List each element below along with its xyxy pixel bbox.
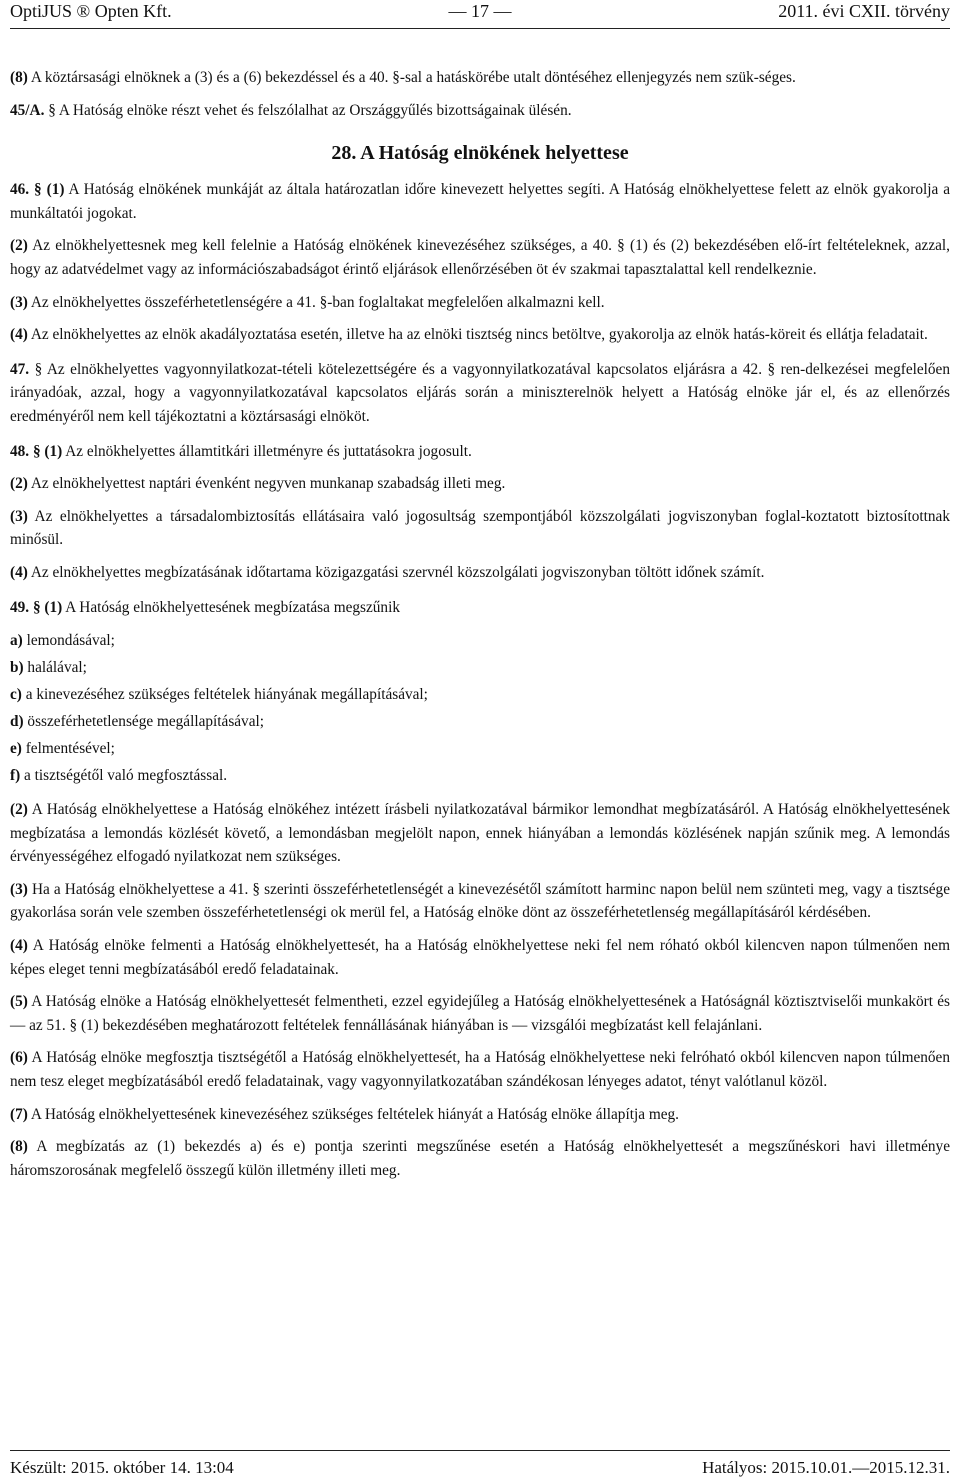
list-item: c) a kinevezéséhez szükséges feltételek hiányának megállapításával;	[10, 686, 428, 704]
section-46-1: 46. § (1) A Hatóság elnökének munkáját az általa határozatlan időre kinevezett helyettes segíti. A Hatóság elnökhelyettese felett az elnök gyakorolja a munkáltatói jogokat.	[10, 181, 951, 222]
paragraph-40-8: (8) A köztársasági elnöknek a (3) és a (6) bekezdéssel és a 40. §-sal a hatáskörébe utalt döntéséhez ellenjegyzés nem szük-séges.	[10, 69, 796, 86]
section-48-2: (2) Az elnökhelyettest naptári évenként negyven munkanap szabadság illeti meg.	[10, 475, 506, 493]
point-list	[10, 630, 950, 786]
list-item: a) lemondásával;	[10, 632, 115, 650]
section-49-5: (5) A Hatóság elnöke a Hatóság elnökhelyettesét felmentheti, ezzel egyidejűleg a Hatóság elnökhelyettesének a Hatóságnál köztisztviselői munkakört és — az 51. § (1) bekezdésében meghatározott feltételek fennállásának hiányában is — vizsgálói megbízatást kell felajánlani.	[10, 993, 950, 1034]
section-45a: 45/A. § A Hatóság elnöke részt vehet és felszólalhat az Országgyűlés bizottságainak ülésén.	[10, 101, 572, 119]
running-footer	[10, 1458, 950, 1478]
section-49-3: (3) Ha a Hatóság elnökhelyettese a 41. § szerinti összeférhetetlenségét a kinevezésétől számított harminc napon belül nem szünteti meg, vagy a tisztsége gyakorlása során vele szemben összeférhetetlenségi ok merül fel, a Hatóság elnöke dönt az összeférhetetlenség megállapításáról kérdésében.	[10, 880, 950, 922]
header-rule	[10, 28, 950, 29]
section-47: 47. § Az elnökhelyettes vagyonnyilatkozat-tételi kötelezettségére és a vagyonnyilatkozatával kapcsolatos eljárásra a 42. § ren-delkezései megfelelően irányadóak, azzal, hogy a vagyonnyilatkozatával kapcsolatos eljárás során a miniszterelnök helyett a Hatóság elnöke jár el, és az ellenőrzés eredményéről nem kell tájékoztatni a köztársasági elnököt.	[10, 360, 950, 425]
list-item: e) felmentésével;	[10, 740, 115, 758]
section-49-2: (2) A Hatóság elnökhelyettese a Hatóság elnökéhez intézett írásbeli nyilatkozatával bármikor lemondhat megbízatásáról. A Hatóság elnökhelyettesének megbízatása a lemondás közlését követő, a lemondásban megjelölt napon, ennek hiányában a lemondás közlésének napján szűnik meg. A lemondás érvényességéhez elfogadó nyilatkozat nem szükséges.	[10, 801, 950, 866]
header-law-title: 2011. évi CXII. törvény	[778, 1, 950, 21]
section-heading: 28. A Hatóság elnökének helyettese	[331, 142, 629, 165]
section-46-4: (4) Az elnökhelyettes az elnök akadályoztatása esetén, illetve ha az elnöki tisztség nincs betöltve, gyakorolja az elnök hatás-köreit és ellátja feladatait.	[10, 326, 928, 344]
section-48-4: (4) Az elnökhelyettes megbízatásának időtartama közigazgatási szervnél közszolgálati jogviszonyban töltött időnek számít.	[10, 563, 765, 581]
section-49-7: (7) A Hatóság elnökhelyettesének kinevezéséhez szükséges feltételek hiányát a Hatóság elnöke állapítja meg.	[10, 1105, 679, 1123]
document-body	[10, 66, 950, 1191]
footer-effective: Hatályos: 2015.10.01.—2015.12.31.	[702, 1458, 950, 1477]
header-publisher: OptiJUS ® Opten Kft.	[10, 1, 172, 21]
footer-created: Készült: 2015. október 14. 13:04	[10, 1458, 234, 1477]
section-49-6: (6) A Hatóság elnöke megfosztja tisztségétől a Hatóság elnökhelyettesét, ha a Hatóság elnökhelyettese neki felróható okból kilencven napon túlmenően nem tesz eleget megbízatásából eredő feladatainak, vagy vagyonnyilatkozatában szándékosan lényeges adatot, tényt valótlanul közöl.	[10, 1049, 950, 1091]
section-49-4: (4) A Hatóság elnöke felmenti a Hatóság elnökhelyettesét, ha a Hatóság elnökhelyettese neki fel nem róható okból kilencven napon túlmenően nem képes eleget tenni megbízatásából eredő feladatainak.	[10, 937, 950, 978]
section-48-1: 48. § (1) Az elnökhelyettes államtitkári illetményre és juttatásokra jogosult.	[10, 442, 472, 460]
footer-rule	[10, 1450, 950, 1451]
section-46-3: (3) Az elnökhelyettes összeférhetetlenségére a 41. §-ban foglaltakat megfelelően alkalmazni kell.	[10, 293, 605, 311]
list-item: b) halálával;	[10, 659, 87, 677]
running-header	[10, 0, 950, 26]
section-49-8: (8) A megbízatás az (1) bekezdés a) és e) pontja szerinti megszűnése esetén a Hatóság elnökhelyettesét a megszűnéskori havi illetménye háromszorosának megfelelő összegű külön illetmény illeti meg.	[10, 1138, 950, 1179]
list-item: f) a tisztségétől való megfosztással.	[10, 767, 228, 785]
section-46-2: (2) Az elnökhelyettesnek meg kell felelnie a Hatóság elnökének kinevezéséhez szükséges, a 40. § (1) és (2) bekezdésében elő-írt feltételeknek, azzal, hogy az adatvédelmet vagy az információszabadságot érintő eljárások ellenőrzésében öt év szakmai tapasztalattal kell rendelkeznie.	[10, 237, 950, 278]
header-page-number: — 17 —	[448, 1, 512, 21]
list-item: d) összeférhetetlensége megállapításával;	[10, 713, 264, 731]
section-48-3: (3) Az elnökhelyettes a társadalombiztosítás ellátásaira való jogosultság szempontjából közszolgálati jogviszonyban foglal-koztatott biztosítottnak minősül.	[10, 507, 950, 549]
section-49-1: 49. § (1) A Hatóság elnökhelyettesének megbízatása megszűnik	[10, 598, 400, 616]
